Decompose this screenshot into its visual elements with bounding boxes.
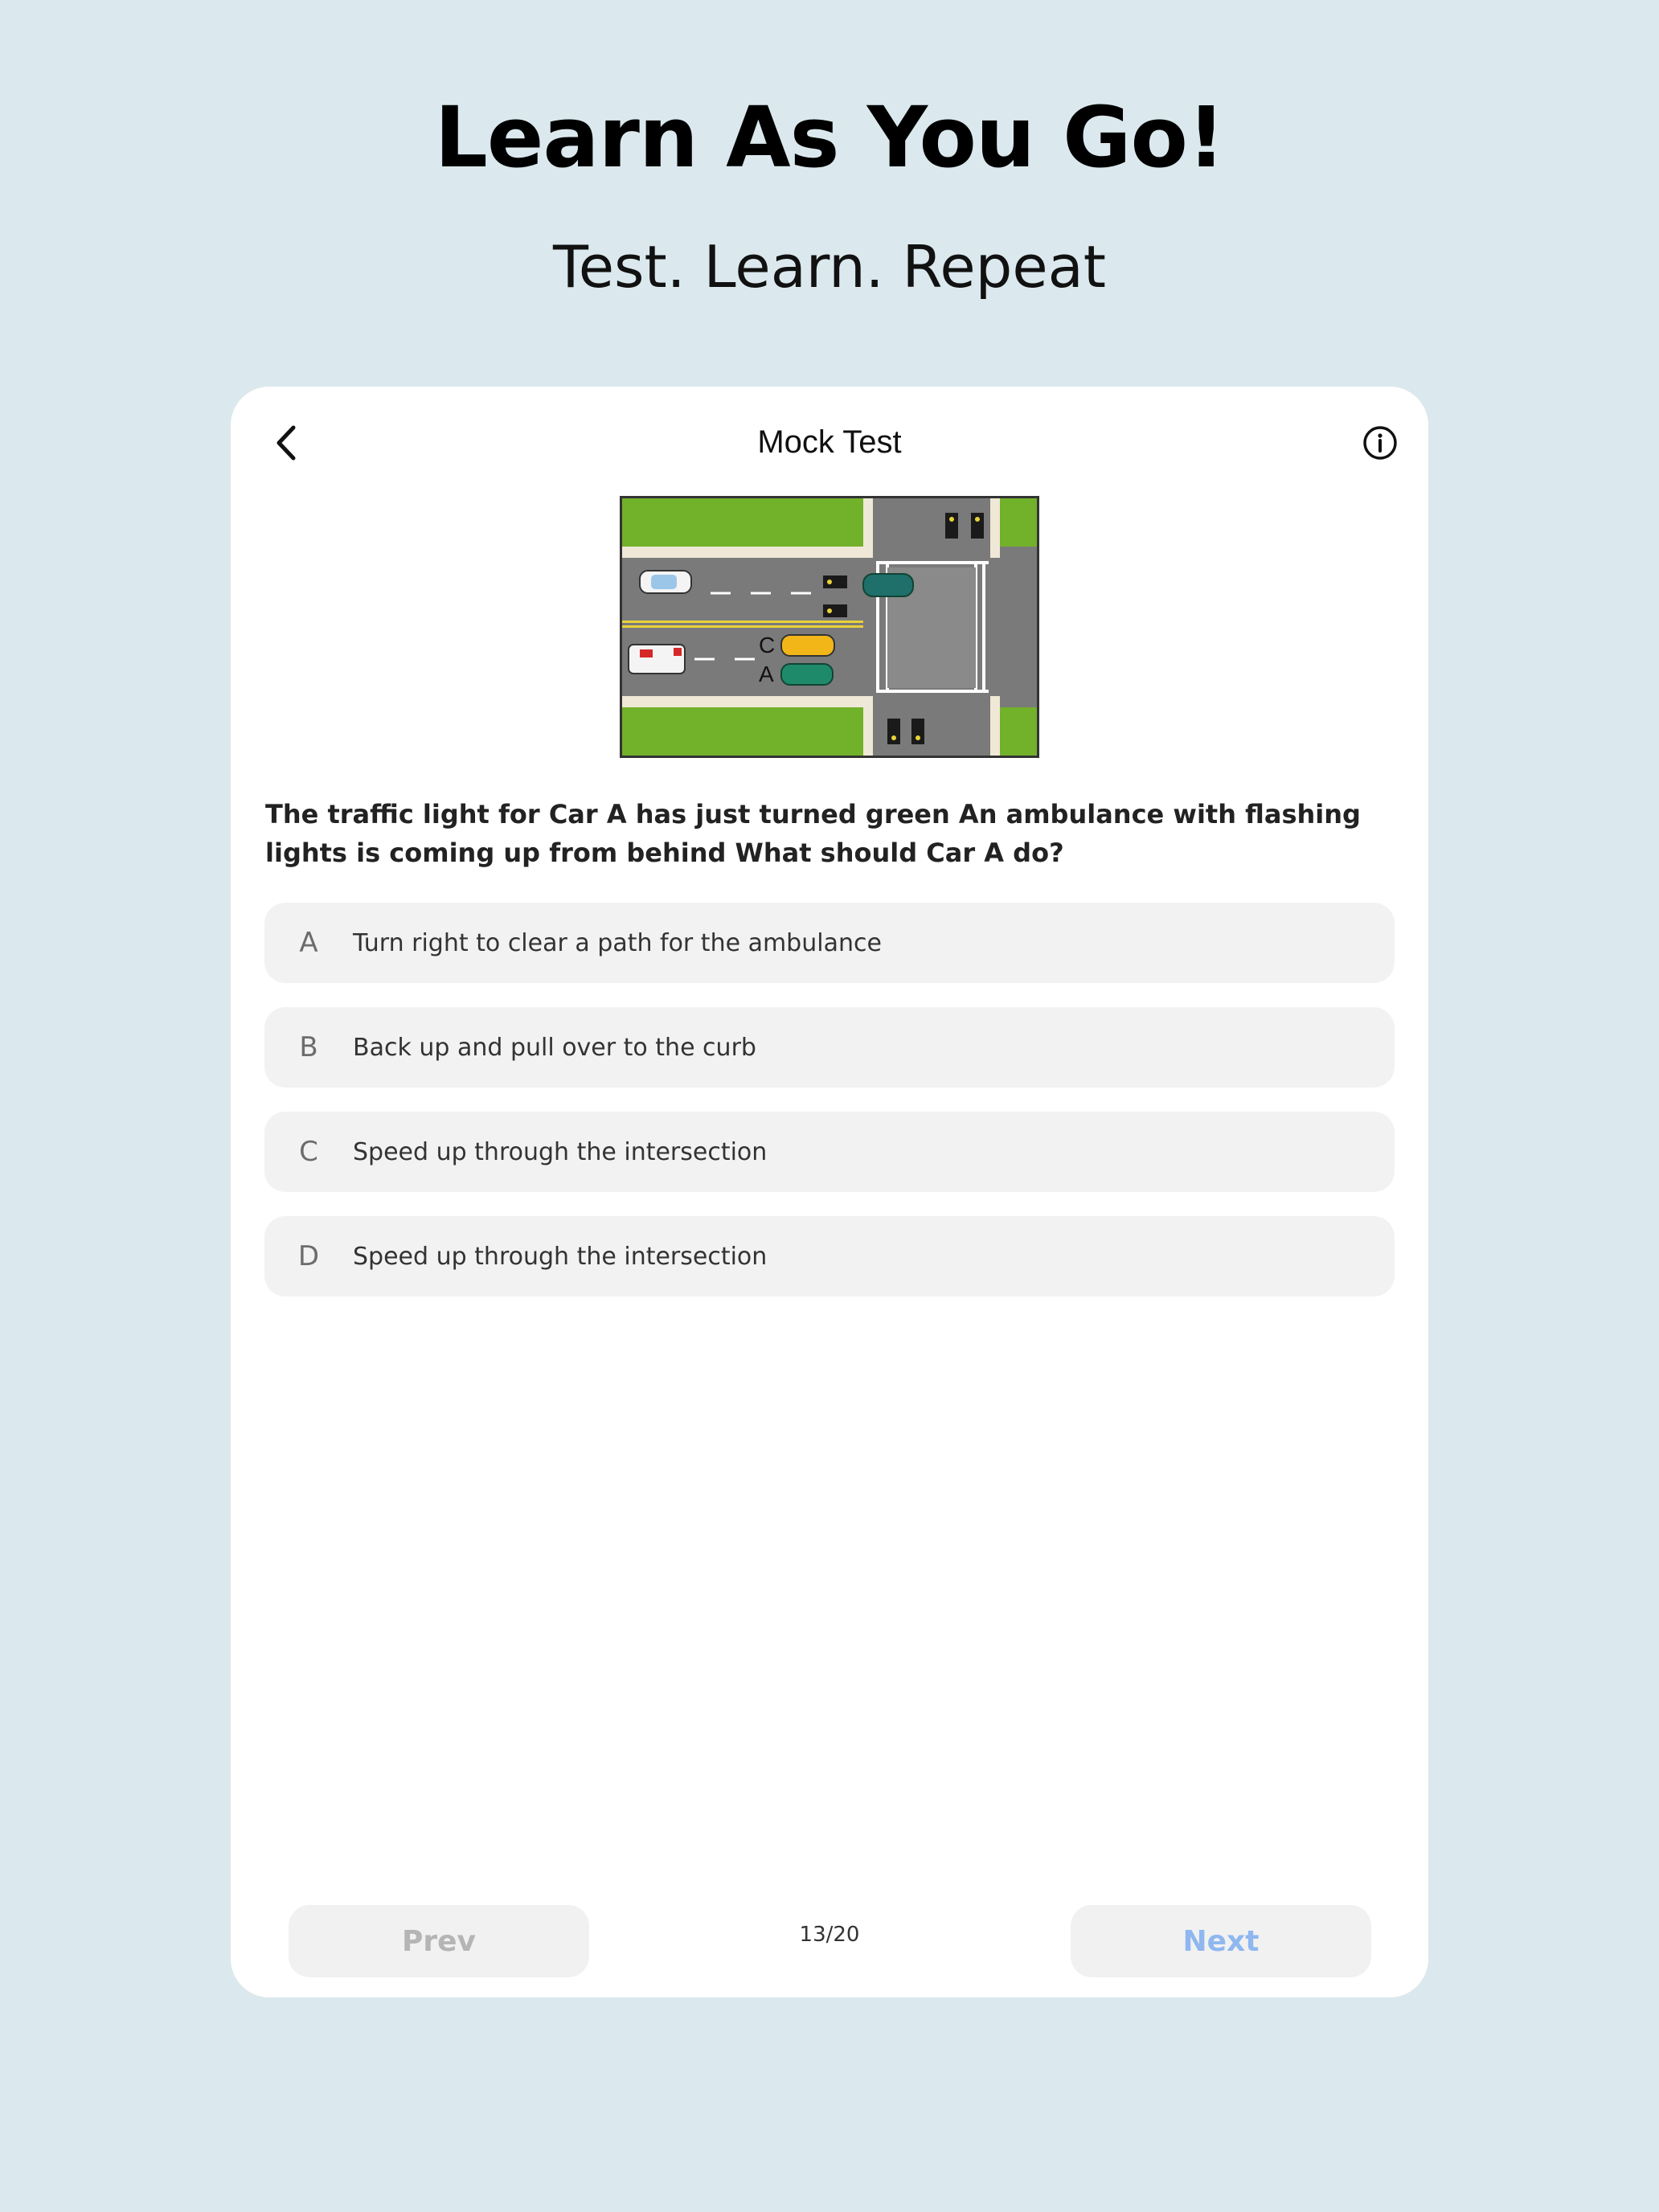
- question-image: [620, 496, 1039, 758]
- car-c-label: C: [759, 633, 776, 657]
- intersection-illustration: [622, 498, 1037, 756]
- option-d[interactable]: [264, 1216, 1395, 1296]
- option-letter: B: [299, 1031, 318, 1063]
- page-title: Mock Test: [757, 424, 902, 460]
- option-c[interactable]: [264, 1112, 1395, 1192]
- option-letter: C: [299, 1136, 318, 1168]
- prev-button[interactable]: Prev: [289, 1905, 589, 1977]
- option-text: Speed up through the intersection: [353, 1137, 768, 1166]
- option-letter: A: [299, 927, 318, 959]
- option-text: Back up and pull over to the curb: [353, 1033, 756, 1062]
- promo-subtitle: Test. Learn. Repeat: [552, 233, 1106, 301]
- info-circle-icon: [1362, 424, 1399, 461]
- question-text: The traffic light for Car A has just turned green An ambulance with flashing lights is coming up from behind What should Car A do?: [265, 799, 1361, 868]
- mock-test-card: [231, 387, 1428, 1997]
- option-text: Speed up through the intersection: [353, 1242, 768, 1271]
- option-b[interactable]: [264, 1007, 1395, 1088]
- promo-title: Learn As You Go!: [434, 88, 1225, 186]
- question-counter: 13/20: [799, 1923, 860, 1947]
- car-a-label: A: [759, 662, 774, 686]
- info-button[interactable]: [1348, 411, 1412, 475]
- option-a[interactable]: [264, 903, 1395, 983]
- option-text: Turn right to clear a path for the ambulance: [353, 928, 882, 957]
- option-letter: D: [297, 1240, 320, 1272]
- next-button[interactable]: Next: [1071, 1905, 1371, 1977]
